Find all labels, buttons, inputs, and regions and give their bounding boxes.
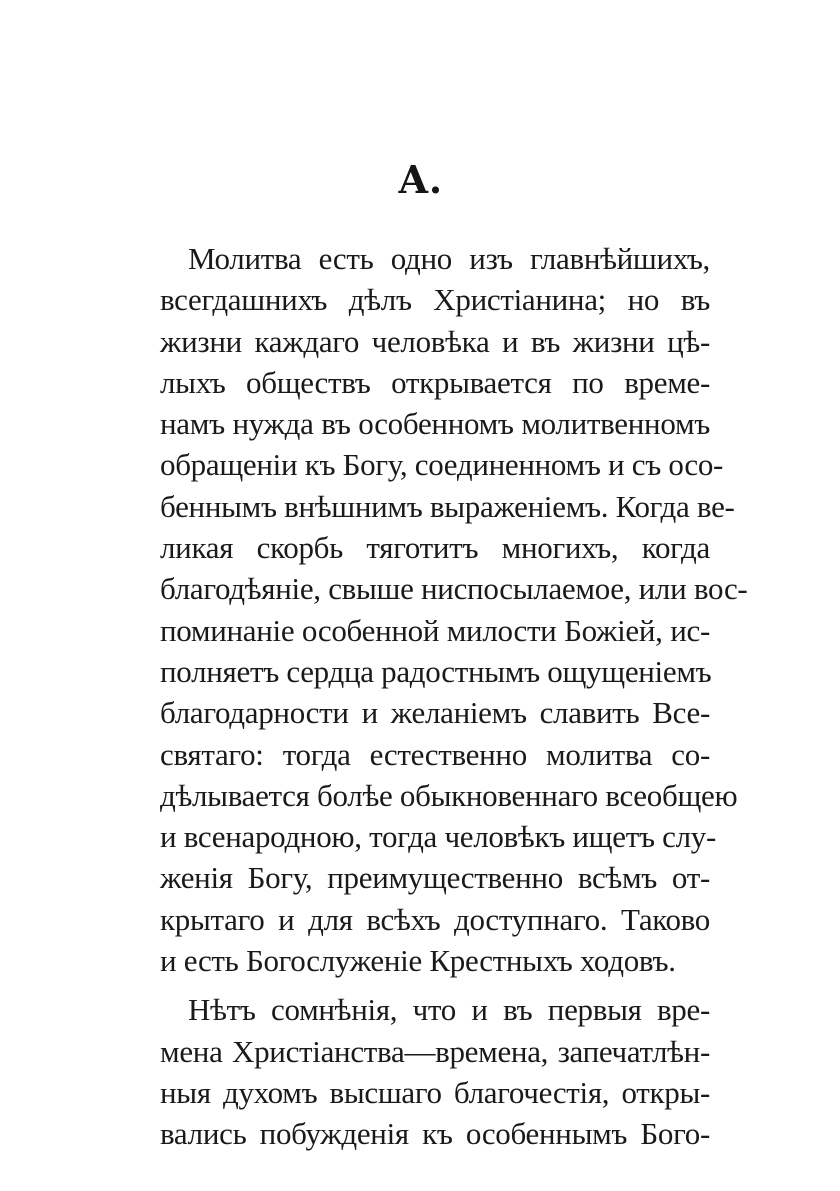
text-line: благодарности и желаніемъ славить Все- xyxy=(160,695,710,731)
text-line: намъ нужда въ особенномъ молитвенномъ xyxy=(160,406,710,442)
text-line: крытаго и для всѣхъ доступнаго. Таково xyxy=(160,901,710,937)
text-line: полняетъ сердца радостнымъ ощущеніемъ xyxy=(160,653,712,689)
text-line: обращеніи къ Богу, соединенномъ и съ осо- xyxy=(160,447,724,483)
text-line: Нѣтъ сомнѣнія, что и въ первыя вре- xyxy=(188,992,710,1028)
text-line: и всенародною, тогда человѣкъ ищетъ слу- xyxy=(160,819,716,855)
text-line: вались побужденія къ особеннымъ Бого- xyxy=(160,1116,710,1152)
paragraph-2 xyxy=(160,989,710,1154)
body-text xyxy=(160,238,748,1155)
text-line: ныя духомъ высшаго благочестія, откры- xyxy=(160,1074,710,1110)
text-line: женія Богу, преимущественно всѣмъ от- xyxy=(160,860,710,896)
text-line: всегдашнихъ дѣлъ Христіанина; но въ xyxy=(160,282,710,318)
text-line: беннымъ внѣшнимъ выраженіемъ. Когда ве- xyxy=(160,488,735,524)
text-line: Молитва есть одно изъ главнѣйшихъ, xyxy=(188,241,710,276)
page-signature-mark: А. xyxy=(397,157,443,202)
text-line: благодѣяніе, свыше ниспосылаемое, или вос- xyxy=(160,571,748,607)
text-line: жизни каждаго человѣка и въ жизни цѣ- xyxy=(160,323,710,359)
text-line: ликая скорбь тяготитъ многихъ, когда xyxy=(160,530,710,566)
text-line: поминаніе особенной милости Божіей, ис- xyxy=(160,612,710,648)
text-line: святаго: тогда естественно молитва со- xyxy=(160,736,710,772)
text-line: и есть Богослуженіе Крестныхъ ходовъ. xyxy=(160,943,676,979)
paragraph-1 xyxy=(160,238,748,981)
text-line: дѣлывается болѣе обыкновеннаго всеобщею xyxy=(160,777,738,813)
text-line: мена Христіанства—времена, запечатлѣн- xyxy=(160,1033,710,1069)
text-line: лыхъ обществъ открывается по време- xyxy=(160,364,710,400)
